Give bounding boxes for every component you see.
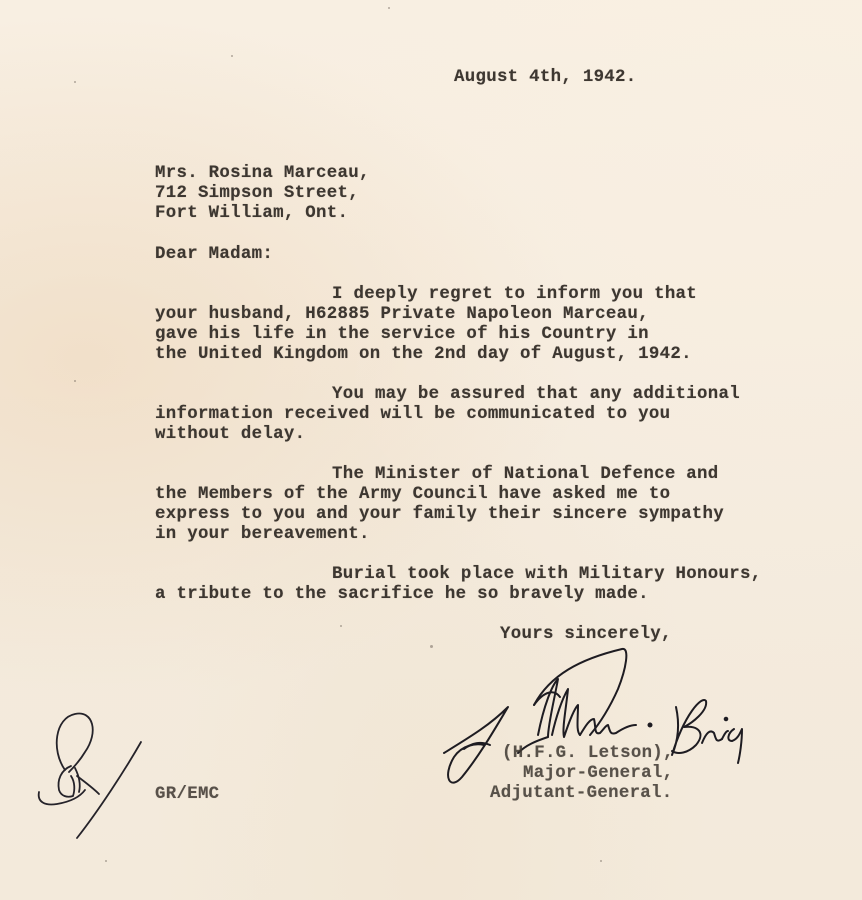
paragraph-line: The Minister of National Defence and	[332, 465, 719, 484]
signatory-rank: Major-General,	[523, 764, 674, 783]
paper-speck	[74, 81, 76, 83]
paragraph-line: in your bereavement.	[155, 525, 370, 544]
paragraph-line: the United Kingdom on the 2nd day of August, 1942.	[155, 345, 692, 364]
recipient-city: Fort William, Ont.	[155, 204, 349, 223]
paragraph-line: I deeply regret to inform you that	[332, 285, 698, 304]
paper-speck	[340, 625, 342, 627]
paper-speck	[105, 860, 107, 862]
paper-speck	[430, 645, 433, 648]
reference-initials: GR/EMC	[155, 785, 220, 804]
closing: Yours sincerely,	[500, 625, 672, 644]
paragraph-line: You may be assured that any additional	[332, 385, 740, 404]
letter-date: August 4th, 1942.	[454, 68, 637, 87]
paper-speck	[600, 860, 602, 862]
paragraph-line: without delay.	[155, 425, 306, 444]
paragraph-line: Burial took place with Military Honours,	[332, 565, 762, 584]
paragraph-line: your husband, H62885 Private Napoleon Marceau,	[155, 305, 649, 324]
recipient-street: 712 Simpson Street,	[155, 184, 359, 203]
paragraph-line: the Members of the Army Council have asked me to	[155, 485, 671, 504]
paper-speck	[388, 7, 390, 9]
salutation: Dear Madam:	[155, 245, 274, 264]
paper-speck	[231, 55, 233, 57]
paragraph-line: information received will be communicated to you	[155, 405, 671, 424]
recipient-name: Mrs. Rosina Marceau,	[155, 164, 370, 183]
paragraph-line: gave his life in the service of his Country in	[155, 325, 649, 344]
signatory-name: (H.F.G. Letson),	[502, 744, 674, 763]
paper-speck	[74, 380, 76, 382]
handwritten-initials	[35, 710, 155, 845]
signatory-title: Adjutant-General.	[490, 784, 673, 803]
paragraph-line: express to you and your family their sincere sympathy	[155, 505, 725, 524]
paragraph-line: a tribute to the sacrifice he so bravely made.	[155, 585, 649, 604]
